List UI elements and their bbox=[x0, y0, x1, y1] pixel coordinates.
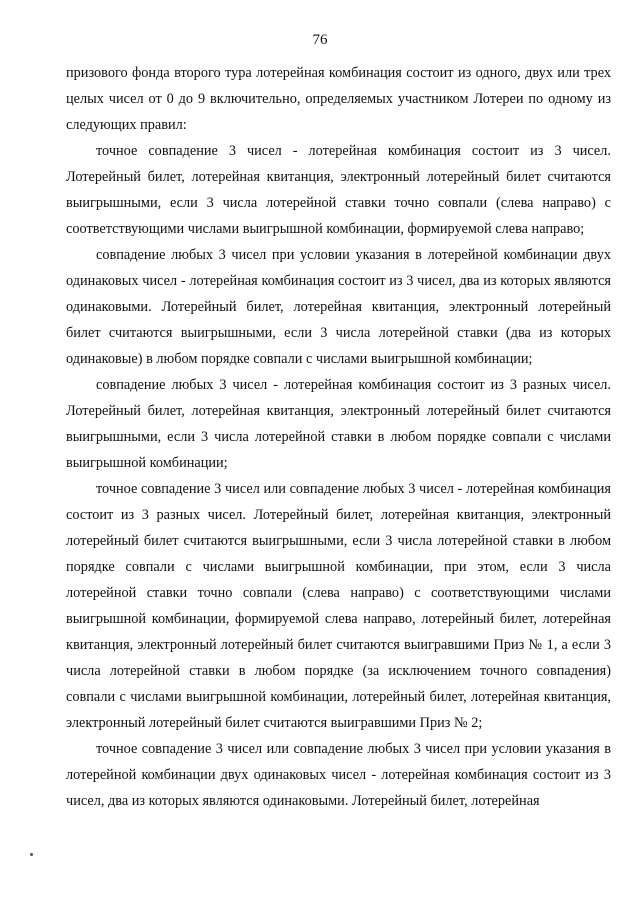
paragraph-exact-or-any-match: точное совпадение 3 чисел или совпадение любых 3 чисел - лотерейная комбинация состоит из 3 разных чисел. Лотерейный билет, лотерейная квитанция, электронный лотерейный билет считаются выигрышными, если 3 числа лотерейной ставки в любом порядке совпали с числами выигрышной комбинации, при этом, если 3 числа лотерейной ставки точно совпали (слева направо) с соответствующими числами выигрышной комбинации, формируемой слева направо, лотерейный билет, лотерейная квитанция, электронный лотерейный билет считаются выигравшими Приз № 1, а если 3 числа лотерейной ставки в любом порядке (за исключением точного совпадения) совпали с числами выигрышной комбинации, лотерейный билет, лотерейная квитанция, электронный лотерейный билет считаются выигравшими Приз № 2; bbox=[66, 481, 611, 731]
body-text bbox=[66, 60, 611, 814]
paragraph-exact-or-any-two-same: точное совпадение 3 чисел или совпадение любых 3 чисел при условии указания в лотерейной комбинации двух одинаковых чисел - лотерейная комбинация состоит из 3 чисел, два из которых являются одинаковыми. Лотерейный билет, лотерейная bbox=[66, 741, 611, 809]
paragraph-any-match-distinct: совпадение любых 3 чисел - лотерейная комбинация состоит из 3 разных чисел. Лотерейный билет, лотерейная квитанция, электронный лотерейный билет считаются выигрышными, если 3 числа лотерейной ставки в любом порядке совпали с числами выигрышной комбинации; bbox=[66, 377, 611, 471]
page-number: 76 bbox=[312, 32, 328, 48]
paragraph-any-match-two-same: совпадение любых 3 чисел при условии указания в лотерейной комбинации двух одинаковых чисел - лотерейная комбинация состоит из 3 чисел, два из которых являются одинаковыми. Лотерейный билет, лотерейная квитанция, электронный лотерейный билет считаются выигрышными, если 3 числа лотерейной ставки (два из которых одинаковые) в любом порядке совпали с числами выигрышной комбинации; bbox=[66, 247, 611, 367]
paragraph-exact-match: точное совпадение 3 чисел - лотерейная комбинация состоит из 3 чисел. Лотерейный билет, лотерейная квитанция, электронный лотерейный билет считаются выигрышными, если 3 числа лотерейной ставки точно совпали (слева направо) с соответствующими числами выигрышной комбинации, формируемой слева направо; bbox=[66, 143, 611, 237]
paragraph-intro: призового фонда второго тура лотерейная комбинация состоит из одного, двух или трех целых чисел от 0 до 9 включительно, определяемых участником Лотереи по одному из следующих правил: bbox=[66, 65, 611, 133]
scan-dot bbox=[30, 853, 33, 856]
